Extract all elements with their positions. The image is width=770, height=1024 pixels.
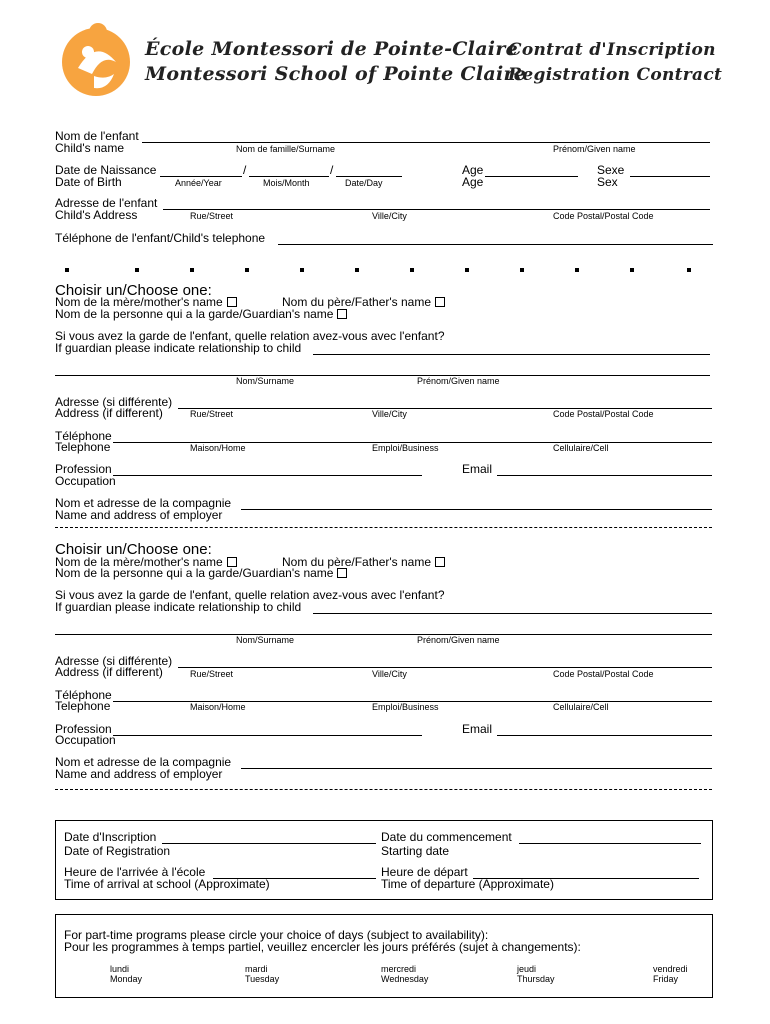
postal-caption-2: Code Postal/Postal Code	[553, 669, 654, 679]
father-checkbox-2[interactable]	[435, 557, 445, 567]
parent-address-label-en-2: Address (if different)	[55, 665, 163, 679]
separator-dots	[55, 262, 715, 272]
day-fr: vendredi	[653, 964, 688, 974]
guardian-label-2: Nom de la personne qui a la garde/Guardian's name	[55, 567, 347, 580]
day-en: Wednesday	[381, 974, 429, 984]
home-caption-2: Maison/Home	[190, 702, 246, 712]
start-label-fr: Date du commencement	[381, 830, 512, 844]
business-caption-2: Emploi/Business	[372, 702, 439, 712]
dob-slash-2: /	[330, 163, 334, 177]
contract-title-fr: Contrat d'Inscription	[508, 40, 716, 60]
parttime-box	[55, 914, 713, 998]
age-field[interactable]	[485, 176, 578, 177]
start-field[interactable]	[519, 843, 701, 844]
child-name-label-en: Child's name	[55, 141, 124, 155]
guardian-checkbox-2[interactable]	[337, 568, 347, 578]
age-label-en: Age	[462, 175, 484, 189]
dob-label-fr: Date de Naissance	[55, 163, 157, 177]
dob-month-field[interactable]	[249, 176, 329, 177]
age-label-fr: Age	[462, 163, 484, 177]
child-address-label-en: Child's Address	[55, 208, 138, 222]
arrival-label-fr: Heure de l'arrivée à l'école	[64, 865, 206, 879]
parent-name-field-2[interactable]	[55, 634, 712, 635]
employer-label-en-1: Name and address of employer	[55, 508, 223, 522]
email-label-1: Email	[462, 462, 493, 476]
parent-address-label-fr-2: Adresse (si différente)	[55, 654, 173, 668]
separator-dashes-1	[55, 527, 712, 528]
day-option-friday[interactable]	[653, 964, 688, 984]
sex-label-en: Sex	[597, 175, 618, 189]
start-label-en: Starting date	[381, 844, 450, 858]
father-label-1: Nom du père/Father's name	[282, 296, 445, 309]
parent-phone-label-en-1: Telephone	[55, 440, 111, 454]
relation-question-en-1: If guardian please indicate relationship to child	[55, 341, 302, 355]
school-logo	[58, 18, 134, 100]
postal-caption-1: Code Postal/Postal Code	[553, 409, 654, 419]
father-label-2: Nom du père/Father's name	[282, 556, 445, 569]
guardian-checkbox-1[interactable]	[337, 309, 347, 319]
surname-caption: Nom de famille/Surname	[236, 144, 336, 154]
inscription-label-fr: Date d'Inscription	[64, 830, 157, 844]
dob-day-field[interactable]	[336, 176, 402, 177]
contract-title-en: Registration Contract	[508, 65, 723, 85]
guardian-label-1: Nom de la personne qui a la garde/Guardian's name	[55, 308, 347, 321]
day-en: Friday	[653, 974, 679, 984]
business-caption-1: Emploi/Business	[372, 443, 439, 453]
parent-address-field-2[interactable]	[178, 667, 712, 668]
parent-phone-label-fr-2: Téléphone	[55, 688, 112, 702]
employer-field-1[interactable]	[241, 509, 712, 510]
occupation-label-2: Occupation	[55, 733, 116, 747]
child-phone-label: Téléphone de l'enfant/Child's telephone	[55, 231, 266, 245]
month-caption: Mois/Month	[263, 178, 310, 188]
choose-heading-2: Choisir un/Choose one:	[55, 541, 212, 558]
employer-label-en-2: Name and address of employer	[55, 767, 223, 781]
relation-question-fr-2: Si vous avez la garde de l'enfant, quelle relation avez-vous avec l'enfant?	[55, 588, 445, 602]
mother-label-1: Nom de la mère/mother's name	[55, 296, 237, 309]
sex-field[interactable]	[630, 176, 710, 177]
day-option-wednesday[interactable]	[381, 964, 428, 984]
day-fr: lundi	[110, 964, 130, 974]
dob-slash-1: /	[243, 163, 247, 177]
dob-year-field[interactable]	[160, 176, 242, 177]
surname-caption-2: Nom/Surname	[236, 635, 295, 645]
profession-field-1[interactable]	[113, 475, 422, 476]
departure-label-en: Time of departure (Approximate)	[381, 877, 554, 891]
parent-name-field-1[interactable]	[55, 375, 710, 376]
sex-label-fr: Sexe	[597, 163, 625, 177]
school-name-en: Montessori School of Pointe Claire	[145, 63, 527, 85]
profession-label-2: Profession	[55, 722, 112, 736]
city-caption-2: Ville/City	[372, 669, 407, 679]
employer-field-2[interactable]	[241, 768, 712, 769]
profession-field-2[interactable]	[113, 735, 422, 736]
street-caption: Rue/Street	[190, 211, 234, 221]
dob-label-en: Date of Birth	[55, 175, 122, 189]
day-caption: Date/Day	[345, 178, 383, 188]
father-checkbox-1[interactable]	[435, 297, 445, 307]
given-caption-2: Prénom/Given name	[417, 635, 500, 645]
day-en: Monday	[110, 974, 143, 984]
mother-label-2: Nom de la mère/mother's name	[55, 556, 237, 569]
employer-label-fr-1: Nom et adresse de la compagnie	[55, 496, 232, 510]
relation-field-1[interactable]	[313, 354, 710, 355]
city-caption: Ville/City	[372, 211, 407, 221]
parttime-line-2: Pour les programmes à temps partiel, veuillez encercler les jours préférés (sujet à changements):	[64, 940, 581, 954]
child-name-field[interactable]	[142, 142, 710, 143]
postal-caption: Code Postal/Postal Code	[553, 211, 654, 221]
street-caption-1: Rue/Street	[190, 409, 234, 419]
day-en: Thursday	[517, 974, 555, 984]
day-fr: mardi	[245, 964, 268, 974]
mother-checkbox-1[interactable]	[227, 297, 237, 307]
parent-address-label-fr-1: Adresse (si différente)	[55, 395, 173, 409]
employer-label-fr-2: Nom et adresse de la compagnie	[55, 755, 232, 769]
child-address-label-fr: Adresse de l'enfant	[55, 196, 158, 210]
arrival-label-en: Time of arrival at school (Approximate)	[64, 877, 270, 891]
day-fr: jeudi	[517, 964, 537, 974]
street-caption-2: Rue/Street	[190, 669, 234, 679]
relation-field-2[interactable]	[313, 613, 712, 614]
child-address-field[interactable]	[163, 209, 710, 210]
email-label-2: Email	[462, 722, 493, 736]
surname-caption-1: Nom/Surname	[236, 376, 295, 386]
cell-caption-2: Cellulaire/Cell	[553, 702, 609, 712]
inscription-field[interactable]	[162, 843, 376, 844]
email-field-1[interactable]	[497, 475, 712, 476]
city-caption-1: Ville/City	[372, 409, 407, 419]
given-name-caption: Prénom/Given name	[553, 144, 636, 154]
day-option-monday[interactable]	[110, 964, 142, 984]
child-name-label-fr: Nom de l'enfant	[55, 129, 139, 143]
cell-caption-1: Cellulaire/Cell	[553, 443, 609, 453]
relation-question-fr-1: Si vous avez la garde de l'enfant, quelle relation avez-vous avec l'enfant?	[55, 329, 445, 343]
relation-question-en-2: If guardian please indicate relationship to child	[55, 600, 302, 614]
inscription-label-en: Date of Registration	[64, 844, 171, 858]
day-option-thursday[interactable]	[517, 964, 555, 984]
day-option-tuesday[interactable]	[245, 964, 279, 984]
child-phone-field[interactable]	[278, 244, 713, 245]
home-caption-1: Maison/Home	[190, 443, 246, 453]
day-fr: mercredi	[381, 964, 417, 974]
parent-address-label-en-1: Address (if different)	[55, 406, 163, 420]
parent-phone-label-en-2: Telephone	[55, 699, 111, 713]
given-caption-1: Prénom/Given name	[417, 376, 500, 386]
year-caption: Année/Year	[175, 178, 222, 188]
departure-label-fr: Heure de départ	[381, 865, 468, 879]
profession-label-1: Profession	[55, 462, 112, 476]
email-field-2[interactable]	[497, 735, 712, 736]
parent-phone-label-fr-1: Téléphone	[55, 429, 112, 443]
choose-heading-1: Choisir un/Choose one:	[55, 282, 212, 299]
occupation-label-1: Occupation	[55, 474, 116, 488]
day-en: Tuesday	[245, 974, 280, 984]
parttime-line-1: For part-time programs please circle your choice of days (subject to availability):	[64, 928, 489, 942]
school-name-fr: École Montessori de Pointe-Claire	[145, 38, 519, 60]
separator-dashes-2	[55, 789, 712, 790]
